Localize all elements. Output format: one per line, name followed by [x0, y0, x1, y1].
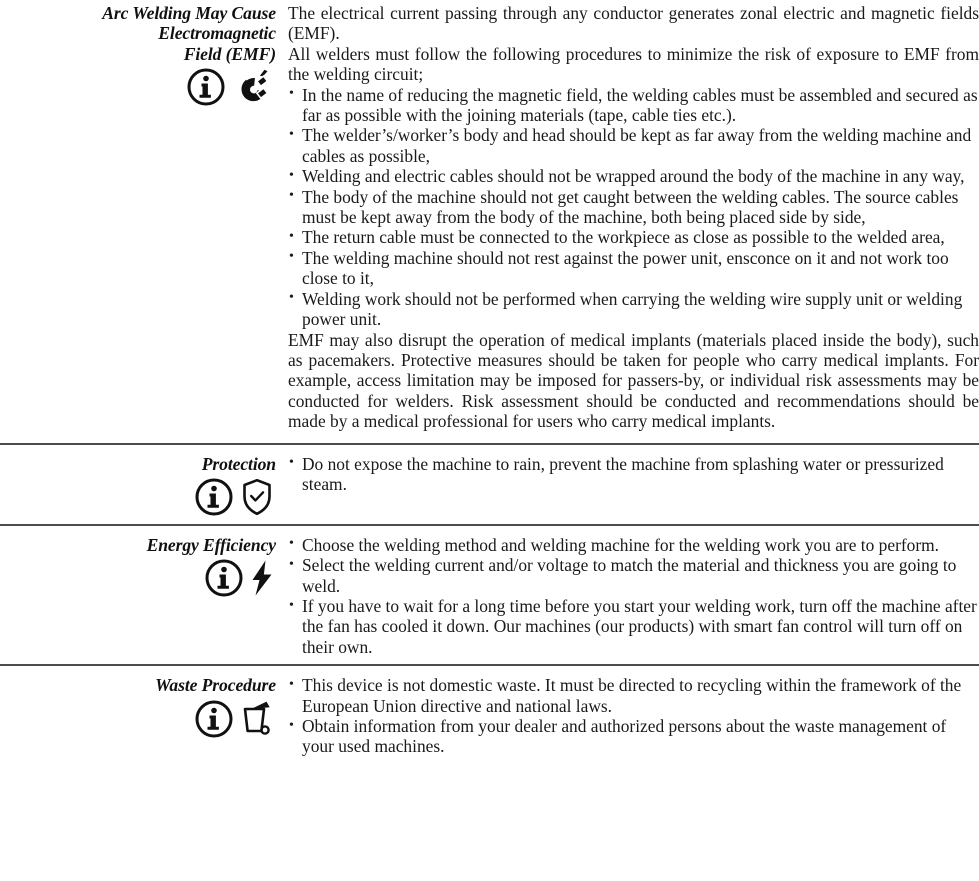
bullet-list-energy [288, 535, 979, 657]
section-body-protection [278, 454, 979, 495]
list-item: • Obtain information from your dealer and authorized persons about the waste management of your used machines. [288, 716, 979, 757]
list-item: • Welding work should not be performed when carrying the welding wire supply unit or welding power unit. [288, 289, 979, 330]
section-title-line: Waste Procedure [155, 675, 276, 696]
list-item: • The welder’s/worker’s body and head should be kept as far away from the welding machine and cables as possible, [288, 125, 979, 166]
section-body-waste [278, 675, 979, 757]
section-title-line: Protection [201, 453, 276, 474]
section-title-line: Energy Efficiency [146, 534, 276, 555]
list-item: • The body of the machine should not get caught between the welding cables. The source cables must be kept away from the body of the machine, both being placed side by side, [288, 187, 979, 228]
paragraph: All welders must follow the following procedures to minimize the risk of exposure to EMF from the welding circuit; [288, 43, 979, 85]
magnet-emf-icon [231, 67, 275, 107]
section-waste-procedure [0, 666, 979, 757]
section-title-line: Electromagnetic [158, 23, 276, 44]
section-protection [0, 445, 979, 517]
section-title-line: Arc Welding May Cause [102, 3, 276, 23]
section-label-column-energy [0, 535, 278, 598]
info-icon [186, 67, 226, 107]
section-icons-protection [0, 477, 276, 517]
spacer [0, 657, 979, 664]
shield-check-icon [239, 477, 275, 517]
section-label-column-waste [0, 675, 278, 738]
section-body-energy [278, 535, 979, 657]
lightning-bolt-icon [249, 558, 275, 598]
list-item: • This device is not domestic waste. It must be directed to recycling within the framework of the European Union directive and national laws. [288, 675, 979, 716]
list-item: • The return cable must be connected to the workpiece as close as possible to the welded area, [288, 227, 979, 247]
list-item: • Welding and electric cables should not be wrapped around the body of the machine in any way, [288, 166, 979, 186]
list-item: • In the name of reducing the magnetic field, the welding cables must be assembled and secured as far as possible with the joining materials (tape, cable ties etc.). [288, 85, 979, 126]
paragraph: The electrical current passing through any conductor generates zonal electric and magnetic fields (EMF). [288, 3, 979, 44]
list-item: • Select the welding current and/or voltage to match the material and thickness you are going to weld. [288, 555, 979, 596]
spacer [0, 517, 979, 524]
section-label-column-protection [0, 454, 278, 517]
section-body-emf [278, 3, 979, 432]
info-icon [194, 699, 234, 739]
section-energy-efficiency [0, 526, 979, 657]
info-icon [204, 558, 244, 598]
bullet-list-protection [288, 454, 979, 495]
section-title-line: Field (EMF) [183, 43, 276, 64]
bullet-list-emf [288, 85, 979, 330]
list-item: • Do not expose the machine to rain, prevent the machine from splashing water or pressurized steam. [288, 454, 979, 495]
paragraph: EMF may also disrupt the operation of medical implants (materials placed inside the body), such as pacemakers. Protective measures should be taken for people who carry medical implants. For example, access limitation may be imposed for passers-by, or individual risk assessments may be conducted for welders. Risk assessment should be conducted and recommendations should be made by a medical professional for users who carry medical implants. [288, 329, 979, 432]
list-item: • Choose the welding method and welding machine for the welding work you are to perform. [288, 535, 979, 555]
section-icons-energy [0, 558, 276, 598]
info-icon [194, 477, 234, 517]
bullet-list-waste [288, 675, 979, 757]
section-emf [0, 0, 979, 432]
section-icons-waste [0, 699, 276, 739]
list-item: • The welding machine should not rest against the power unit, ensconce on it and not work too close to it, [288, 248, 979, 289]
section-label-column-emf [0, 3, 278, 107]
list-item: • If you have to wait for a long time before you start your welding work, turn off the machine after the fan has cooled it down. Our machines (our products) with smart fan control will turn off on their own. [288, 596, 979, 657]
waste-bin-icon [239, 699, 275, 739]
section-icons-emf [0, 67, 276, 107]
spacer [0, 432, 979, 443]
